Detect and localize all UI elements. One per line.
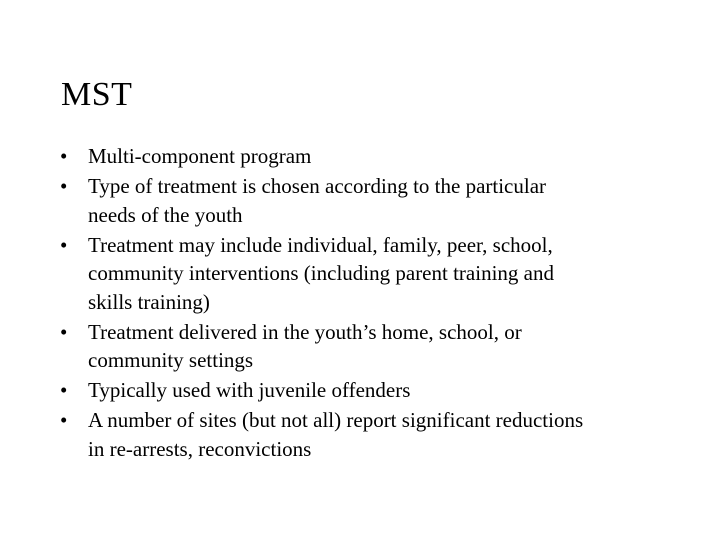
list-item xyxy=(58,231,678,317)
list-item xyxy=(58,142,678,171)
bullet-text: Multi-component program xyxy=(88,144,312,168)
list-item xyxy=(58,172,678,229)
slide-title: MST xyxy=(61,76,133,113)
bullet-text: Typically used with juvenile offenders xyxy=(88,378,411,402)
list-item xyxy=(58,406,678,463)
bullet-icon: • xyxy=(60,174,68,198)
bullet-list xyxy=(58,142,678,465)
bullet-icon: • xyxy=(60,408,68,432)
bullet-icon: • xyxy=(60,144,68,168)
bullet-text: Treatment delivered in the youth’s home, school, or community settings xyxy=(88,319,522,372)
bullet-icon: • xyxy=(60,319,68,344)
list-item xyxy=(58,318,678,375)
bullet-text: A number of sites (but not all) report significant reductions in re-arrests, reconvictions xyxy=(88,408,584,461)
list-item xyxy=(58,376,678,405)
bullet-text: Treatment may include individual, family, peer, school, community interventions (including parent training and skills training) xyxy=(88,232,554,314)
bullet-icon: • xyxy=(60,378,68,402)
bullet-text: Type of treatment is chosen according to the particular needs of the youth xyxy=(88,174,547,227)
bullet-icon: • xyxy=(60,232,68,257)
